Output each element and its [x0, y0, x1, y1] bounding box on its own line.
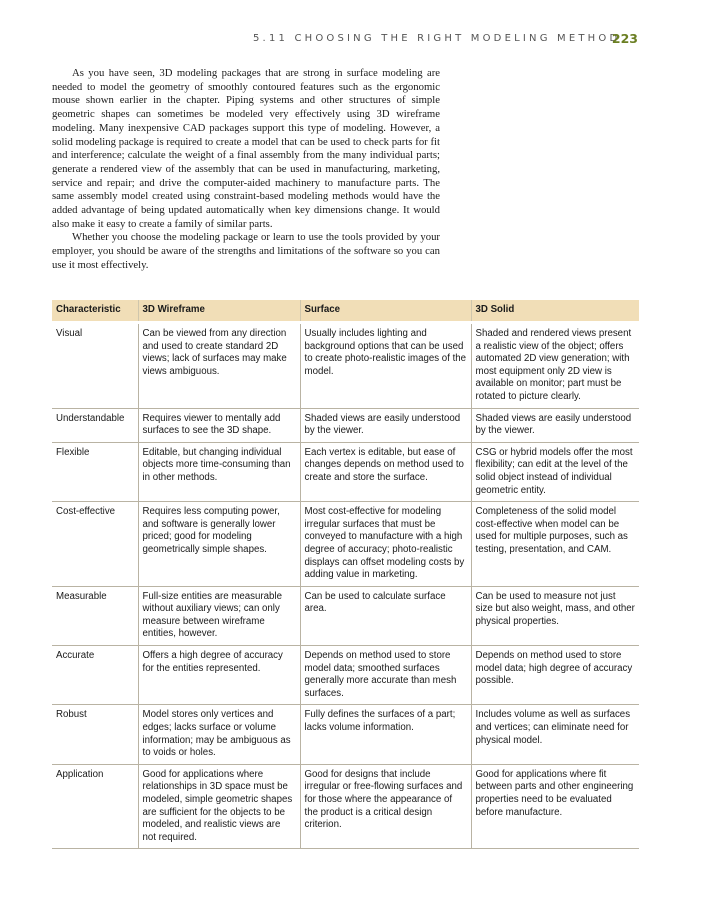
table-row	[52, 705, 639, 764]
wireframe-cell: Editable, but changing individual objects more time-consuming than in other methods.	[138, 442, 300, 501]
solid-cell: Good for applications where fit between parts and other engineering properties need to be evaluated before manufacture.	[471, 764, 639, 849]
characteristic-cell: Flexible	[52, 442, 138, 501]
solid-cell: Includes volume as well as surfaces and vertices; can eliminate need for physical model.	[471, 705, 639, 764]
characteristic-cell: Application	[52, 764, 138, 849]
surface-cell: Can be used to calculate surface area.	[300, 586, 471, 645]
solid-cell: Shaded views are easily understood by the viewer.	[471, 408, 639, 442]
surface-cell: Good for designs that include irregular or free-flowing surfaces and for those where the appearance of the product is a critical design criterion.	[300, 764, 471, 849]
column-header-characteristic: Characteristic	[52, 300, 138, 323]
running-header	[0, 33, 702, 49]
solid-cell: CSG or hybrid models offer the most flexibility; can edit at the level of the solid object instead of individual geometric entity.	[471, 442, 639, 501]
wireframe-cell: Can be viewed from any direction and used to create standard 2D views; lack of surfaces may make views ambiguous.	[138, 323, 300, 409]
characteristic-cell: Visual	[52, 323, 138, 409]
solid-cell: Shaded and rendered views present a realistic view of the object; offers automated 2D view generation; with most equipment only 2D view is available on monitor; part must be rotated to picture clearly.	[471, 323, 639, 409]
paragraph: As you have seen, 3D modeling packages that are strong in surface modeling are needed to model the geometry of smoothly contoured features such as the ergonomic mouse shown earlier in the chapter. Piping systems and other structures of simple geometric shapes can sometimes be modeled very effectively using 3D wireframe modeling. Many inexpensive CAD packages support this type of modeling. However, a solid modeling package is required to create a model that can be used to check parts for fit and interference; calculate the weight of a final assembly from the many individual parts; generate a rendered view of the assembly that can be used in manufacturing, marketing, service and repair; and drive the computer-aided machinery to manufacture parts. The same assembly model created using constraint-based modeling methods would have the added advantage of being updated automatically when key dimensions change. It would also make it easy to create a family of similar parts.	[52, 67, 440, 230]
table-row	[52, 502, 639, 587]
wireframe-cell: Good for applications where relationships in 3D space must be modeled, simple geometric shapes are sufficient for the objects to be modeled, and realistic views are not required.	[138, 764, 300, 849]
characteristic-cell: Robust	[52, 705, 138, 764]
paragraph: Whether you choose the modeling package or learn to use the tools provided by your employer, you should be aware of the strengths and limitations of the software so you can use it most effectively.	[52, 231, 440, 271]
comparison-table	[52, 300, 639, 849]
section-title: 5.11 CHOOSING THE RIGHT MODELING METHOD	[253, 33, 621, 44]
table-row	[52, 408, 639, 442]
wireframe-cell: Model stores only vertices and edges; lacks surface or volume information; may be ambiguous as to voids or holes.	[138, 705, 300, 764]
column-header-solid: 3D Solid	[471, 300, 639, 323]
page-number: 223	[611, 31, 638, 46]
surface-cell: Most cost-effective for modeling irregular surfaces that must be conveyed to manufacture with a high degree of accuracy; photo-realistic displays can offset modeling costs by adding value in marketing.	[300, 502, 471, 587]
body-text	[52, 67, 440, 273]
characteristic-cell: Understandable	[52, 408, 138, 442]
surface-cell: Fully defines the surfaces of a part; lacks volume information.	[300, 705, 471, 764]
column-header-wireframe: 3D Wireframe	[138, 300, 300, 323]
surface-cell: Depends on method used to store model data; smoothed surfaces generally more accurate than mesh surfaces.	[300, 646, 471, 705]
solid-cell: Completeness of the solid model cost-effective when model can be used for multiple purposes, such as testing, presentation, and CAM.	[471, 502, 639, 587]
wireframe-cell: Requires less computing power, and software is generally lower priced; good for modeling geometrically simple shapes.	[138, 502, 300, 587]
solid-cell: Depends on method used to store model data; high degree of accuracy possible.	[471, 646, 639, 705]
wireframe-cell: Full-size entities are measurable without auxiliary views; can only measure between wireframe entities, however.	[138, 586, 300, 645]
characteristic-cell: Accurate	[52, 646, 138, 705]
solid-cell: Can be used to measure not just size but also weight, mass, and other physical properties.	[471, 586, 639, 645]
table-row	[52, 586, 639, 645]
characteristic-cell: Measurable	[52, 586, 138, 645]
surface-cell: Usually includes lighting and background options that can be used to create photo-realistic images of the model.	[300, 323, 471, 409]
column-header-surface: Surface	[300, 300, 471, 323]
wireframe-cell: Requires viewer to mentally add surfaces to see the 3D shape.	[138, 408, 300, 442]
surface-cell: Each vertex is editable, but ease of changes depends on method used to create and store the surface.	[300, 442, 471, 501]
surface-cell: Shaded views are easily understood by the viewer.	[300, 408, 471, 442]
table-row	[52, 442, 639, 501]
characteristic-cell: Cost-effective	[52, 502, 138, 587]
table-row	[52, 323, 639, 409]
wireframe-cell: Offers a high degree of accuracy for the entities represented.	[138, 646, 300, 705]
table-row	[52, 764, 639, 849]
table-header-row	[52, 300, 639, 323]
table-row	[52, 646, 639, 705]
